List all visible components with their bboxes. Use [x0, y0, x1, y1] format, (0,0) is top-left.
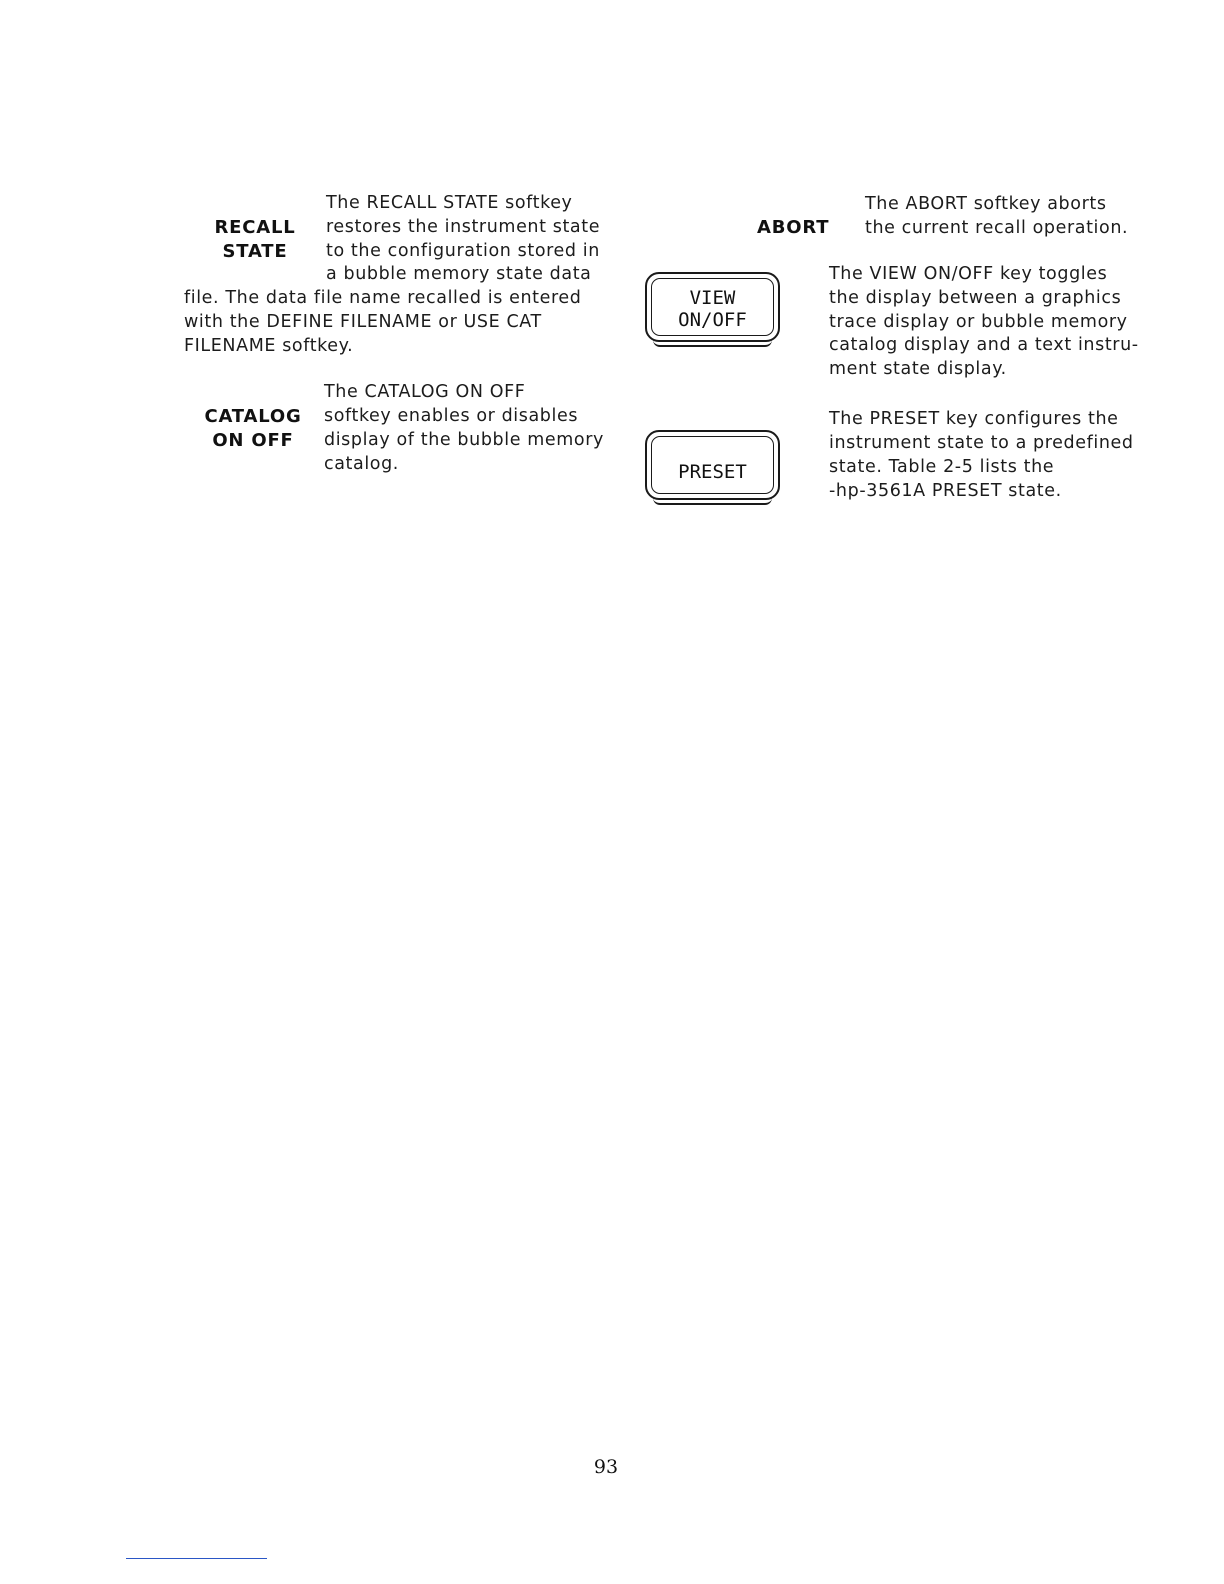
recall-state-label-line-1: RECALL [214, 217, 296, 238]
view-on-off-line-1: The VIEW ON/OFF key toggles [829, 264, 1108, 284]
catalog-on-off-label [203, 405, 303, 453]
catalog-on-off-label-line-1: CATALOG [204, 406, 302, 427]
preset-line-3: state. Table 2-5 lists the [829, 457, 1055, 477]
view-on-off-key-line-1: VIEW [689, 287, 736, 309]
footer-rule [126, 1558, 267, 1559]
recall-state-label [212, 216, 298, 264]
recall-state-line-5: file. The data file name recalled is entered [184, 288, 582, 308]
abort-line-2: the current recall operation. [865, 218, 1129, 238]
catalog-on-off-line-2: softkey enables or disables [324, 406, 579, 426]
recall-state-line-1: The RECALL STATE softkey [326, 193, 573, 213]
preset-line-4: -hp-3561A PRESET state. [829, 481, 1062, 501]
preset-line-1: The PRESET key configures the [829, 409, 1119, 429]
catalog-on-off-label-line-2: ON OFF [212, 430, 294, 451]
catalog-on-off-line-4: catalog. [324, 454, 399, 474]
view-on-off-key-line-2: ON/OFF [678, 309, 747, 331]
view-on-off-line-2: the display between a graphics [829, 288, 1122, 308]
view-on-off-line-5: ment state display. [829, 359, 1007, 379]
abort-line-1: The ABORT softkey aborts [865, 194, 1107, 214]
preset-line-2: instrument state to a predefined [829, 433, 1134, 453]
recall-state-line-4: a bubble memory state data [326, 264, 592, 284]
abort-label: ABORT [757, 217, 830, 238]
recall-state-line-3: to the configuration stored in [326, 241, 600, 261]
recall-state-label-line-2: STATE [222, 241, 288, 262]
catalog-on-off-line-3: display of the bubble memory [324, 430, 604, 450]
recall-state-line-7: FILENAME softkey. [184, 336, 354, 356]
recall-state-line-6: with the DEFINE FILENAME or USE CAT [184, 312, 542, 332]
catalog-on-off-line-1: The CATALOG ON OFF [324, 382, 526, 402]
view-on-off-line-3: trace display or bubble memory [829, 312, 1128, 332]
view-on-off-key [645, 272, 780, 342]
recall-state-line-2: restores the instrument state [326, 217, 601, 237]
preset-key [645, 430, 780, 500]
page-number: 93 [593, 1456, 619, 1478]
preset-key-label: PRESET [678, 461, 747, 483]
view-on-off-line-4: catalog display and a text instru- [829, 335, 1139, 355]
